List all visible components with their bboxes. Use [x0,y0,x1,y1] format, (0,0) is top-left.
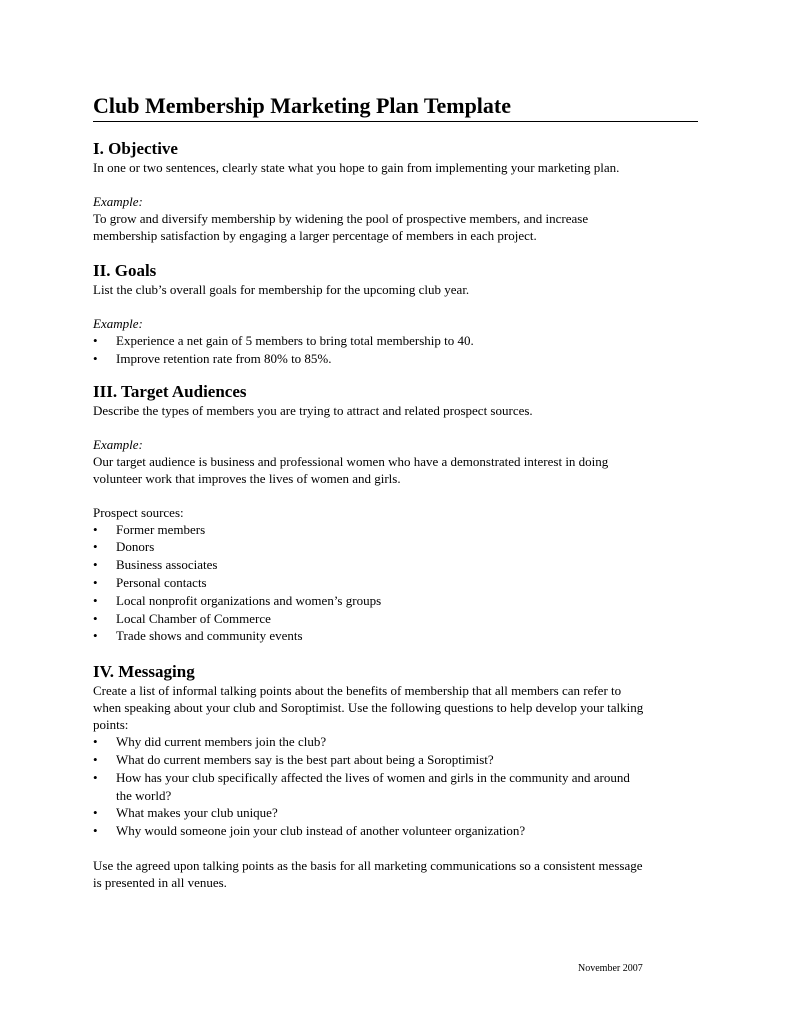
bullet-icon: • [93,333,98,348]
bullet-icon: • [93,751,98,767]
example-label: Example: [93,316,143,331]
list-item-text: What do current members say is the best part about being a Soroptimist? [116,751,494,767]
prospect-sources-label: Prospect sources: [93,504,184,520]
list-item [93,538,698,556]
list-item-text: Why would someone join your club instead of another volunteer organization? [116,823,526,839]
list-item-text: What makes your club unique? [116,805,278,821]
bullet-icon: • [93,350,98,366]
example-text-line: Our target audience is business and professional women who have a demonstrated interest in doing [93,453,609,469]
list-item [93,769,698,805]
example-text-line: membership satisfaction by engaging a larger percentage of members in each project. [93,228,537,243]
section-heading: I. Objective [93,139,178,158]
goals-list [93,332,698,368]
example-text-line: volunteer work that improves the lives of women and girls. [93,470,401,486]
bullet-icon: • [93,557,98,573]
section-description: Describe the types of members you are trying to attract and related prospect sources. [93,402,533,418]
bullet-icon: • [93,610,98,626]
bullet-icon: • [93,574,98,590]
list-item [93,804,698,822]
list-item-text: Local Chamber of Commerce [116,610,271,626]
document-title: Club Membership Marketing Plan Template [93,92,698,122]
list-item [93,751,698,769]
example-text-line: To grow and diversify membership by widening the pool of prospective members, and increase [93,211,589,226]
section-description-line: Create a list of informal talking points about the benefits of membership that all members can refer to [93,683,622,699]
bullet-icon: • [93,539,98,555]
list-item [93,521,698,539]
section-heading: IV. Messaging [93,662,195,682]
list-item-text: Business associates [116,557,218,573]
list-item [93,822,698,840]
bullet-icon: • [93,592,98,608]
list-item-text-continued: the world? [116,787,172,803]
section-goals [93,261,698,368]
document-page [93,92,698,891]
bullet-icon: • [93,521,98,537]
list-item-text: How has your club specifically affected the lives of women and girls in the community and around [116,769,630,785]
section-messaging [93,662,698,891]
list-item [93,610,698,628]
list-item-text: Former members [116,521,206,537]
list-item [93,627,698,645]
section-heading: II. Goals [93,261,157,280]
list-item [93,332,698,350]
section-description-line: points: [93,717,129,733]
list-item-text: Improve retention rate from 80% to 85%. [116,350,332,366]
list-item [93,574,698,592]
example-label: Example: [93,436,143,452]
bullet-icon: • [93,628,98,644]
closing-text-line: Use the agreed upon talking points as the basis for all marketing communications so a consistent message [93,857,643,873]
example-label: Example: [93,194,143,209]
list-item-text: Experience a net gain of 5 members to bring total membership to 40. [116,333,474,348]
list-item-text: Trade shows and community events [116,628,303,644]
section-heading: III. Target Audiences [93,381,247,401]
list-item [93,350,698,368]
bullet-icon: • [93,769,98,785]
section-description: In one or two sentences, clearly state what you hope to gain from implementing your marketing plan. [93,160,620,175]
section-target-audiences [93,382,698,646]
section-description: List the club’s overall goals for membership for the upcoming club year. [93,282,470,297]
bullet-icon: • [93,805,98,821]
footer-date: November 2007 [578,963,643,974]
list-item [93,592,698,610]
prospect-sources-list [93,521,698,646]
section-description-line: when speaking about your club and Soroptimist. Use the following questions to help develop your talking [93,700,644,716]
list-item [93,733,698,751]
list-item-text: Local nonprofit organizations and women’s groups [116,592,382,608]
closing-text-line: is presented in all venues. [93,874,227,890]
list-item-text: Personal contacts [116,574,207,590]
section-objective [93,139,698,244]
list-item [93,556,698,574]
list-item-text: Why did current members join the club? [116,734,327,750]
list-item-text: Donors [116,539,155,555]
bullet-icon: • [93,734,98,750]
bullet-icon: • [93,823,98,839]
talking-points-list [93,733,698,840]
